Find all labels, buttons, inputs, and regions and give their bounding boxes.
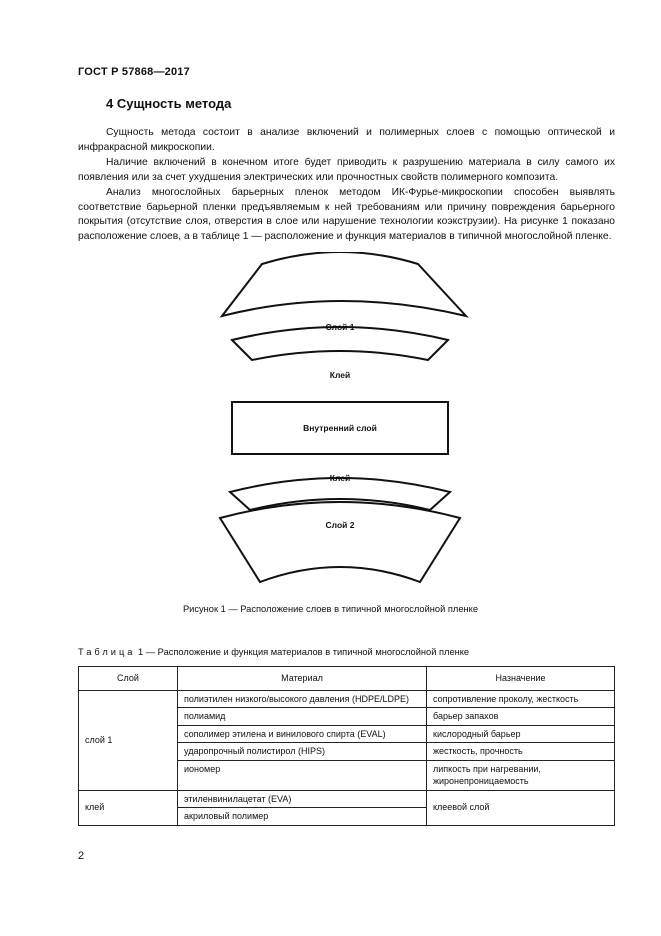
layer-1-shape (222, 252, 466, 316)
material-cell: этиленвинилацетат (EVA) (178, 790, 427, 808)
purpose-cell: сопротивление проколу, жесткость (427, 690, 615, 708)
header-layer: Слой (79, 667, 178, 691)
material-cell: сополимер этилена и винилового спирта (EVAL) (178, 725, 427, 743)
inner-layer-label: Внутренний слой (303, 423, 377, 433)
document-header: ГОСТ Р 57868—2017 (78, 66, 190, 78)
layer-2-shape (220, 502, 460, 582)
table-header-row (79, 667, 615, 691)
material-cell: ударопрочный полистирол (HIPS) (178, 743, 427, 761)
material-cell: полиэтилен низкого/высокого давления (HDPE/LDPE) (178, 690, 427, 708)
material-cell: акриловый полимер (178, 808, 427, 826)
figure-caption: Рисунок 1 — Расположение слоев в типичной многослойной пленке (182, 604, 478, 614)
body-text (78, 126, 615, 245)
purpose-cell: липкость при нагревании, жиронепроницаемость (427, 760, 615, 790)
table-row (79, 690, 615, 708)
material-cell: полиамид (178, 708, 427, 726)
table-title (78, 647, 469, 657)
layer-1-label: Слой 1 (325, 322, 355, 332)
adhesive-top-label: Клей (329, 370, 351, 380)
table-row (79, 790, 615, 808)
page-number: 2 (78, 850, 85, 862)
table-title-text: 1 — Расположение и функция материалов в типичной многослойной пленке (138, 647, 470, 657)
material-cell: иономер (178, 760, 427, 790)
paragraph: Анализ многослойных барьерных пленок методом ИК-Фурье-микроскопии способен выявлять соответствие барьерной пленки предъявляемым к ней требованиям или причину повреждения барьерного покрытия (отсутствие слоя, отверстия в слое или нарушение технологии коэкструзии). На рисунке 1 показано расположение слоев, а в таблице 1 — расположение и функция материалов в типичной многослойной пленке. (78, 187, 615, 242)
layer-cell: клей (79, 790, 178, 825)
purpose-cell: жесткость, прочность (427, 743, 615, 761)
purpose-cell: клеевой слой (427, 790, 615, 825)
layer-diagram (210, 252, 470, 597)
paragraph: Сущность метода состоит в анализе включений и полимерных слоев с помощью оптической и инфракрасной микроскопии. (78, 127, 615, 153)
adhesive-bottom-label: Клей (329, 473, 351, 483)
section-title: 4 Сущность метода (106, 96, 232, 111)
layer-diagram-svg (210, 252, 470, 597)
header-material: Материал (178, 667, 427, 691)
layer-2-label: Слой 2 (325, 520, 355, 530)
materials-table (78, 666, 615, 826)
layer-cell: слой 1 (79, 690, 178, 790)
purpose-cell: кислородный барьер (427, 725, 615, 743)
paragraph: Наличие включений в конечном итоге будет приводить к разрушению материала в силу самого их появления или за счет ухудшения электрических или прочностных свойств полимерного композита. (78, 157, 615, 183)
purpose-cell: барьер запахов (427, 708, 615, 726)
table-label: Таблица (78, 647, 136, 657)
header-purpose: Назначение (427, 667, 615, 691)
